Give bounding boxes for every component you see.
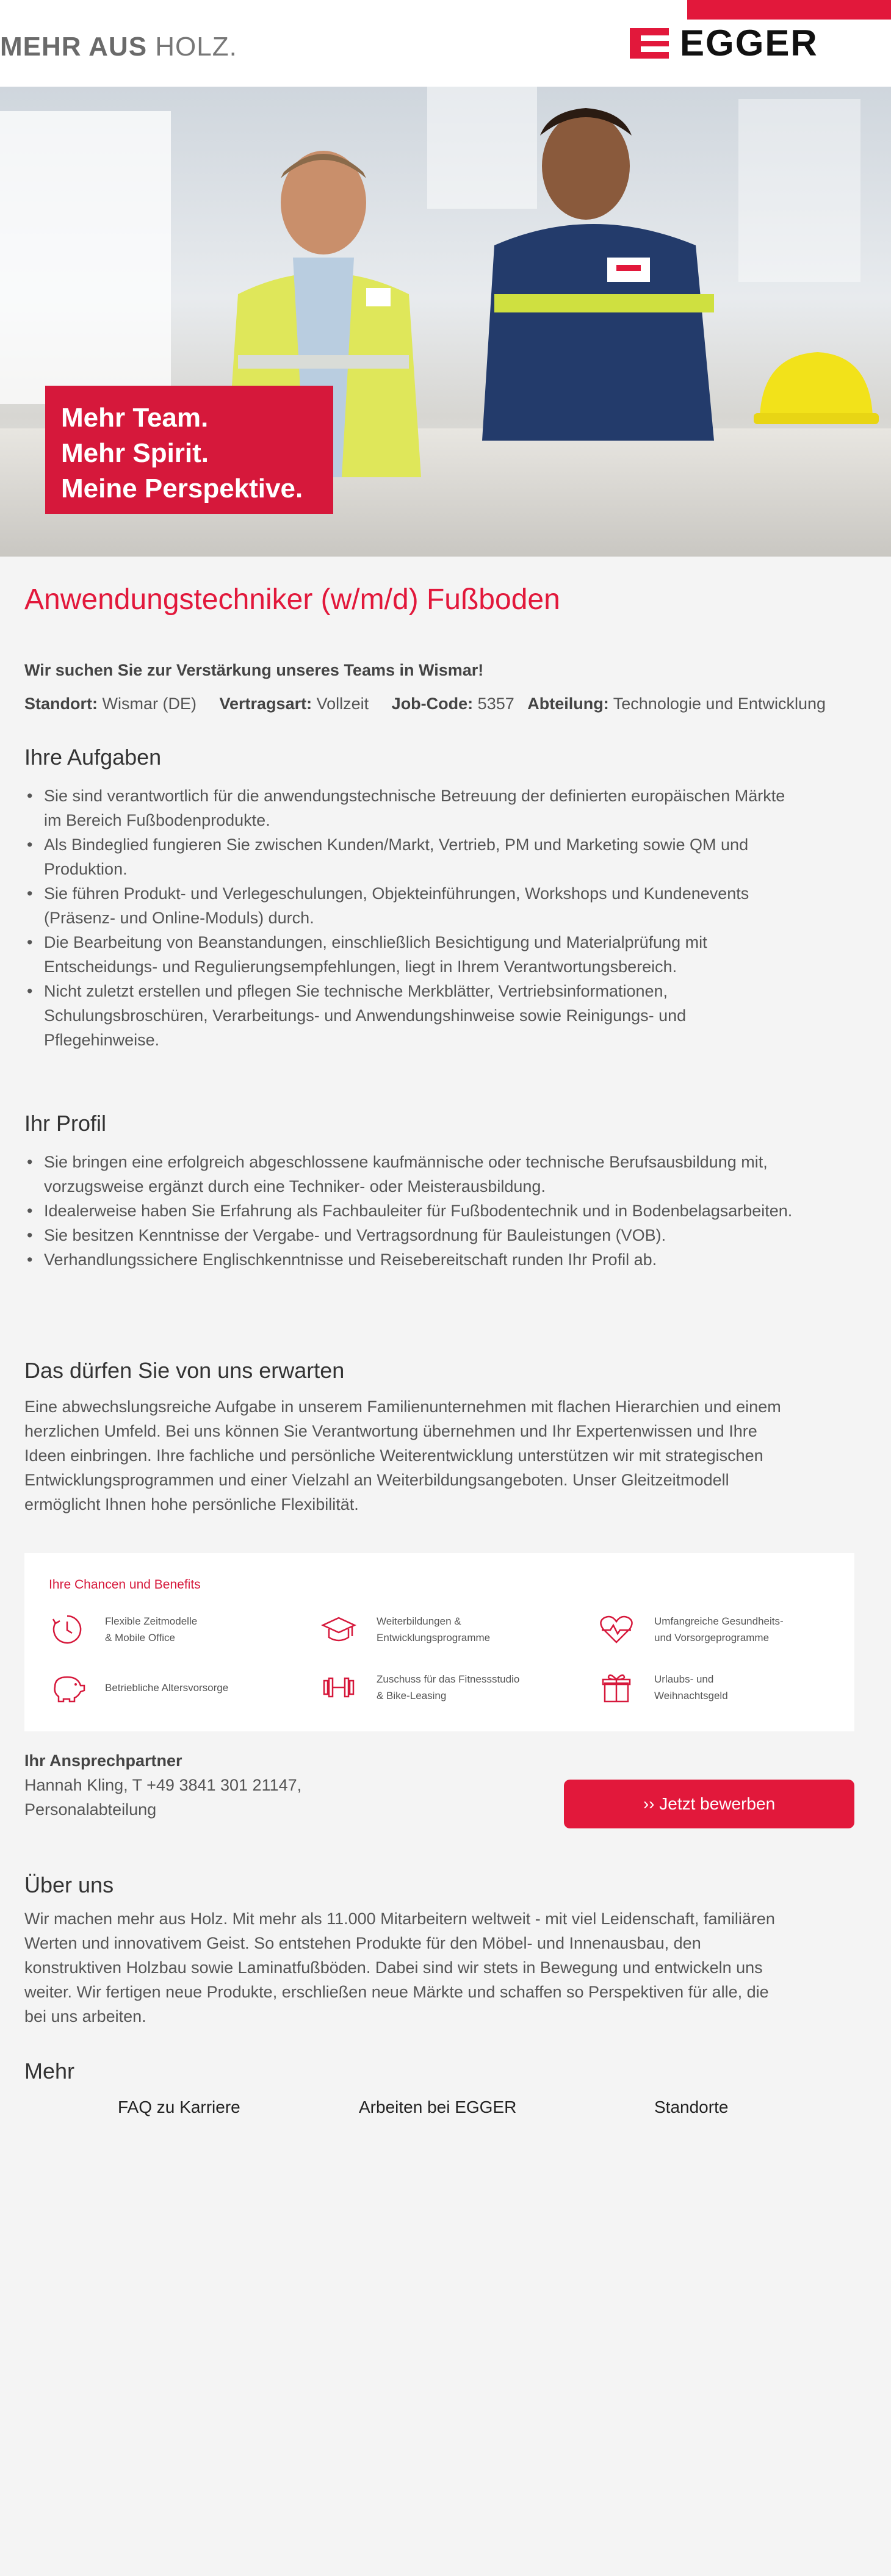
aufgaben-list (24, 784, 867, 1052)
benefit-line: & Bike-Leasing (377, 1690, 447, 1701)
page-header (0, 0, 891, 87)
window-light (738, 99, 860, 282)
slogan (0, 32, 237, 62)
benefit-line: Betriebliche Altersvorsorge (105, 1681, 229, 1694)
dumbbell-icon (320, 1669, 357, 1706)
profil-section (24, 1111, 867, 1272)
benefit-item (598, 1611, 867, 1648)
mehr-heading: Mehr (24, 2058, 75, 2084)
erwarten-section (24, 1358, 867, 1517)
benefit-line: Urlaubs- und (654, 1673, 714, 1685)
piggy-bank-icon (49, 1669, 85, 1706)
abteilung-value: Technologie und Entwicklung (613, 695, 826, 713)
list-item: • Als Bindeglied fungieren Sie zwischen Kunden/Markt, Vertrieb, PM und Marketing sowie QM und Produktion. (24, 832, 867, 881)
benefit-line: Weiterbildungen & (377, 1615, 461, 1627)
hero-line-2: Mehr Spirit. (61, 438, 209, 468)
vertragsart-value: Vollzeit (316, 695, 369, 713)
profil-list (24, 1150, 867, 1272)
gift-icon (598, 1669, 635, 1706)
benefit-line: & Mobile Office (105, 1632, 175, 1643)
profil-heading: Ihr Profil (24, 1111, 107, 1136)
hero-line-3: Meine Perspektive. (61, 474, 303, 503)
slogan-light: HOLZ. (155, 32, 237, 62)
benefits-card (24, 1553, 854, 1731)
egger-logo[interactable] (630, 23, 818, 63)
list-item: • Nicht zuletzt erstellen und pflegen Sie technische Merkblätter, Vertriebsinformationen, Schulungsbroschüren, Verarbeitungs- und Anwendungshinweise sowie Reinigungs- und Pflegehinweise. (24, 979, 867, 1052)
benefit-line: Entwicklungsprogramme (377, 1632, 491, 1643)
jobcode-label: Job-Code: (391, 695, 474, 713)
logo-text: EGGER (680, 23, 818, 63)
benefit-item (49, 1611, 317, 1648)
hero-slogan-box (45, 386, 333, 514)
vertragsart-label: Vertragsart: (219, 695, 312, 713)
list-item: • Sie bringen eine erfolgreich abgeschlossene kaufmännische oder technische Berufsausbildung mit, vorzugsweise ergänzt durch eine Techniker- oder Meisterausbildung. (24, 1150, 867, 1199)
window-light (0, 111, 171, 404)
hero-image (0, 87, 891, 557)
logo-accent-bar (687, 0, 891, 20)
list-item: • Idealerweise haben Sie Erfahrung als Fachbauleiter für Fußbodentechnik und in Bodenbelagsarbeiten. (24, 1199, 867, 1223)
safety-helmet-illustration (751, 343, 879, 428)
standort-label: Standort: (24, 695, 98, 713)
apply-button[interactable]: ›› Jetzt bewerben (564, 1780, 854, 1828)
about-heading: Über uns (24, 1872, 114, 1897)
heart-pulse-icon (598, 1611, 635, 1648)
job-meta (24, 695, 826, 713)
link-faq-karriere[interactable]: FAQ zu Karriere (118, 2098, 240, 2116)
worker-right-illustration (464, 99, 726, 441)
egger-e-mark-icon (630, 28, 669, 59)
benefit-item (320, 1611, 589, 1648)
benefit-item (49, 1669, 317, 1706)
hero-line-1: Mehr Team. (61, 403, 209, 433)
list-item: • Sie besitzen Kenntnisse der Vergabe- und Vertragsordnung für Bauleistungen (VOB). (24, 1223, 867, 1247)
standort-value: Wismar (DE) (102, 695, 197, 713)
job-intro: Wir suchen Sie zur Verstärkung unseres Teams in Wismar! (24, 661, 484, 679)
benefit-item (598, 1669, 867, 1706)
slogan-bold: MEHR AUS (0, 32, 148, 62)
aufgaben-section (24, 745, 867, 1052)
contact-name-phone: Hannah Kling, T +49 3841 301 21147, (24, 1776, 302, 1794)
contact-heading: Ihr Ansprechpartner (24, 1752, 182, 1770)
clock-icon (49, 1611, 85, 1648)
erwarten-heading: Das dürfen Sie von uns erwarten (24, 1358, 345, 1383)
jobcode-value: 5357 (477, 695, 514, 713)
benefit-line: und Vorsorgeprogramme (654, 1632, 770, 1643)
benefit-line: Umfangreiche Gesundheits- (654, 1615, 784, 1627)
benefits-title: Ihre Chancen und Benefits (49, 1578, 201, 1592)
graduation-cap-icon (320, 1611, 357, 1648)
list-item: • Sie sind verantwortlich für die anwendungstechnische Betreuung der definierten europäischen Märkte im Bereich Fußbodenprodukte. (24, 784, 867, 832)
contact-department: Personalabteilung (24, 1800, 157, 1819)
benefit-line: Weihnachtsgeld (654, 1690, 728, 1701)
benefit-line: Flexible Zeitmodelle (105, 1615, 198, 1627)
aufgaben-heading: Ihre Aufgaben (24, 745, 162, 770)
benefit-line: Zuschuss für das Fitnessstudio (377, 1673, 520, 1685)
job-title: Anwendungstechniker (w/m/d) Fußboden (24, 583, 560, 616)
abteilung-label: Abteilung: (527, 695, 609, 713)
mehr-section (24, 2058, 867, 2084)
list-item: • Verhandlungssichere Englischkenntnisse und Reisebereitschaft runden Ihr Profil ab. (24, 1247, 867, 1272)
about-text: Wir machen mehr aus Holz. Mit mehr als 11.000 Mitarbeitern weltweit - mit viel Leidenschaft, familiären Werten und innovativem Geist. So entstehen Produkte für den Möbel- und Innenausbau, den konstruktiven Holzbau sowie Laminatfußböden. Dabei sind wir stets in Bewegung und entwickeln uns weiter. Wir fertigen neue Produkte, erschließen neue Märkte und schaffen so Perspektiven für alle, die bei uns arbeiten. (24, 1910, 775, 2026)
list-item: • Die Bearbeitung von Beanstandungen, einschließlich Besichtigung und Materialprüfung mit Entscheidungs- und Regulierungsempfehlungen, liegt in Ihrem Verantwortungsbereich. (24, 930, 867, 979)
erwarten-text: Eine abwechslungsreiche Aufgabe in unserem Familienunternehmen mit flachen Hierarchien und einem herzlichen Umfeld. Bei uns können Sie Verantwortung übernehmen und Ihr Expertenwissen und Ihre Ideen einbringen. Ihre fachliche und persönliche Weiterentwicklung unterstützen wir mit strategischen Entwicklungsprogrammen und einer Vielzahl an Weiterbildungsangeboten. Unser Gleitzeitmodell ermöglicht Ihnen hohe persönliche Flexibilität. (24, 1398, 781, 1513)
benefit-item (320, 1669, 589, 1706)
list-item: • Sie führen Produkt- und Verlegeschulungen, Objekteinführungen, Workshops und Kundenevents (Präsenz- und Online-Moduls) durch. (24, 881, 867, 930)
about-section (24, 1872, 867, 2029)
link-arbeiten-bei-egger[interactable]: Arbeiten bei EGGER (359, 2098, 517, 2116)
link-standorte[interactable]: Standorte (654, 2098, 729, 2116)
